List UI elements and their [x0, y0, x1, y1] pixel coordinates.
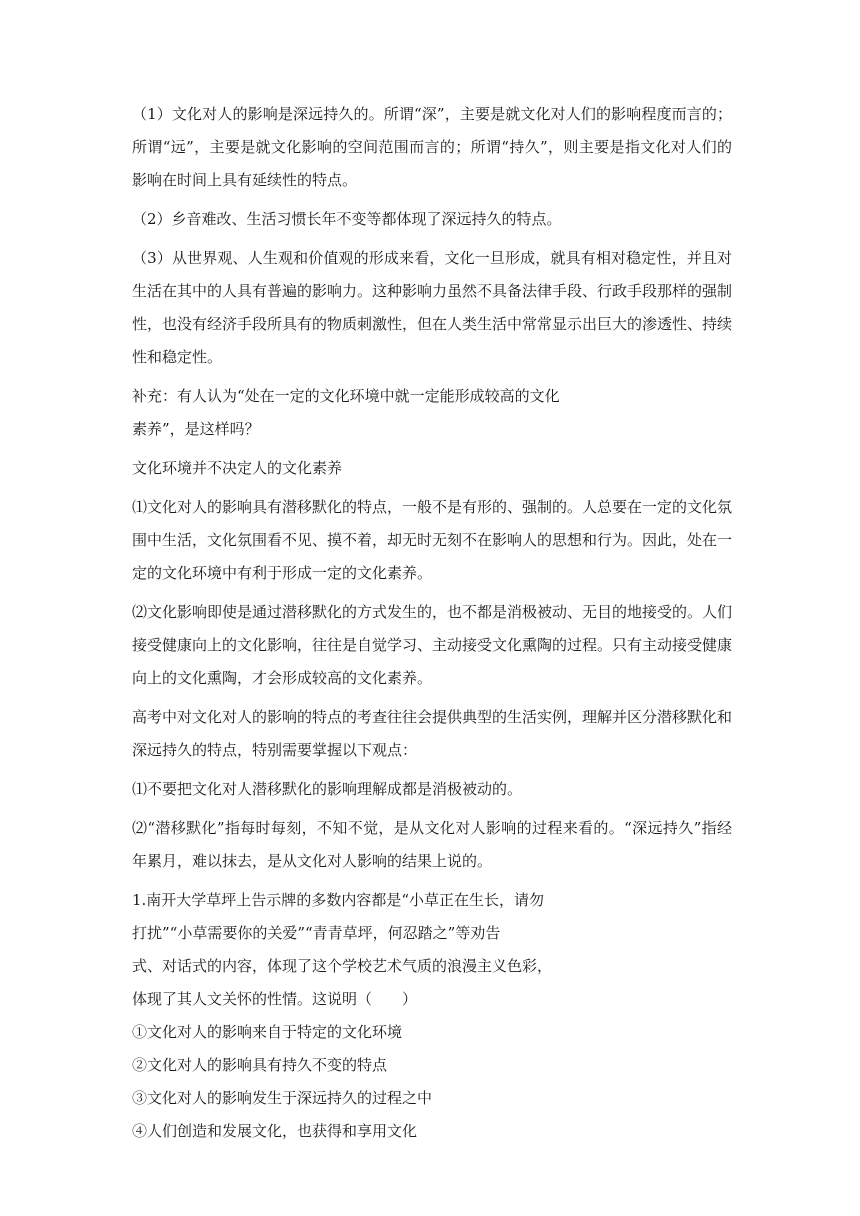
paragraph: （1）文化对人的影响是深远持久的。所谓“深”，主要是就文化对人们的影响程度而言的；所谓“远”，主要是就文化影响的空间范围而言的；所谓“持久”，则主要是指文化对人们的影响在时间上具有延续性的特点。 [132, 105, 732, 189]
question-line: 式、对话式的内容，体现了这个学校艺术气质的浪漫主义色彩， [132, 957, 553, 975]
paragraph: ⑴文化对人的影响具有潜移默化的特点，一般不是有形的、强制的。人总要在一定的文化氛围中生活，文化氛围看不见、摸不着，却无时无刻不在影响人的思想和行为。因此，处在一定的文化环境中有利于形成一定的文化素养。 [132, 498, 733, 582]
question-line: 1.南开大学草坪上告示牌的多数内容都是“小草正在生长，请勿 [132, 891, 544, 909]
supplement-line: 素养”，是这样吗？ [132, 420, 260, 438]
question-line: 体现了其人文关怀的性情。这说明（ ） [132, 990, 418, 1008]
paragraph: ⑵文化影响即使是通过潜移默化的方式发生的，也不都是消极被动、无目的地接受的。人们接受健康向上的文化影响，往往是自觉学习、主动接受文化熏陶的过程。只有主动接受健康向上的文化熏陶，才会形成较高的文化素养。 [132, 603, 733, 687]
answer-title: 文化环境并不决定人的文化素养 [132, 459, 343, 477]
option-item: ④人们创造和发展文化，也获得和享用文化 [132, 1122, 418, 1140]
option-item: ②文化对人的影响具有持久不变的特点 [132, 1056, 388, 1074]
paragraph: （3）从世界观、人生观和价值观的形成来看，文化一旦形成，就具有相对稳定性，并且对生活在其中的人具有普遍的影响力。这种影响力虽然不具备法律手段、行政手段那样的强制性，也没有经济手段所具有的物质刺激性，但在人类生活中常常显示出巨大的渗透性、持续性和稳定性。 [132, 249, 733, 366]
question-line: 打扰”“小草需要你的关爱”“青青草坪，何忍踏之”等劝告 [132, 924, 501, 942]
paragraph: ⑴不要把文化对人潜移默化的影响理解成都是消极被动的。 [132, 780, 523, 798]
supplement-line: 补充：有人认为“处在一定的文化环境中就一定能形成较高的文化 [132, 387, 560, 405]
paragraph: ⑵“潜移默化”指每时每刻，不知不觉，是从文化对人影响的过程来看的。“深远持久”指经年累月，难以抹去，是从文化对人影响的结果上说的。 [132, 819, 732, 870]
paragraph: 高考中对文化对人的影响的特点的考查往往会提供典型的生活实例，理解并区分潜移默化和深远持久的特点，特别需要掌握以下观点： [132, 708, 733, 759]
option-item: ③文化对人的影响发生于深远持久的过程之中 [132, 1089, 433, 1107]
document-body [132, 98, 732, 1148]
paragraph: （2）乡音难改、生活习惯长年不变等都体现了深远持久的特点。 [132, 210, 562, 228]
option-item: ①文化对人的影响来自于特定的文化环境 [132, 1023, 403, 1041]
